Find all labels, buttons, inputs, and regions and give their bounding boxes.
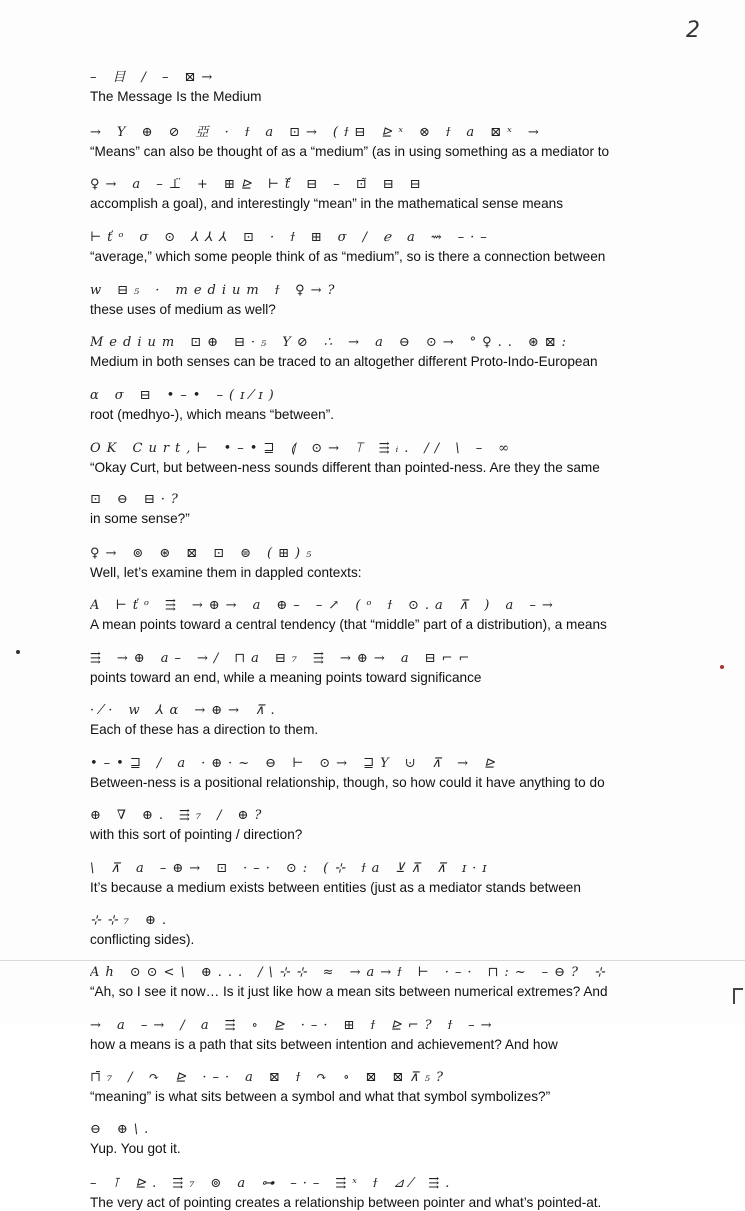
gloss-glyph: ⊜ [240, 546, 258, 561]
gloss-glyph: ↷ [316, 1070, 334, 1085]
gloss-glyph: ⊵ [273, 1018, 291, 1033]
typed-line: Well, let’s examine them in dappled contexts: [90, 565, 362, 580]
gloss-glyph: ϯ –→ [447, 1018, 498, 1033]
gloss-glyph: ⊙→ [319, 756, 354, 771]
gloss-glyph: →a→ϯ [349, 965, 408, 980]
gloss-glyph: °♀.. [469, 335, 518, 350]
gloss-glyph: ⊖ [398, 335, 416, 350]
typed-line: accomplish a goal), and interestingly “mean” in the mathematical sense means [90, 196, 563, 211]
typed-line: “Okay Curt, but between-ness sounds different than pointed-ness. Are they the same [90, 460, 600, 475]
scan-edge-line [0, 960, 745, 961]
gloss-glyph: ∇ [116, 808, 132, 823]
handwritten-gloss [90, 596, 710, 616]
gloss-glyph: ♀→? [295, 283, 341, 298]
gloss-glyph: ⊵⌐? [390, 1018, 438, 1033]
gloss-glyph: ) a –→ [484, 598, 559, 613]
typed-line: points toward an end, while a meaning points toward significance [90, 670, 482, 685]
gloss-glyph: ⊠→ [184, 70, 219, 85]
gloss-glyph: ⊹⊹₇ [90, 913, 135, 928]
handwritten-gloss [90, 490, 710, 510]
gloss-glyph: ⊡ [216, 861, 234, 876]
gloss-glyph: ϯ [370, 1018, 381, 1033]
typed-line: root (medhyo-), which means “between”. [90, 407, 335, 422]
line-pair [90, 439, 710, 476]
gloss-glyph: ⊠ [268, 1070, 286, 1085]
gloss-glyph: / a [180, 1018, 215, 1033]
gloss-glyph: ϯ a ⊠ˣ → [445, 125, 545, 140]
line-pair [90, 1016, 710, 1053]
gloss-glyph: ⊙.a [407, 598, 449, 613]
gloss-glyph: ⇝ [430, 230, 448, 245]
gloss-glyph: ⊡ · ϯ [243, 230, 301, 245]
handwritten-gloss [90, 859, 710, 879]
gloss-glyph: ∞ [498, 441, 516, 456]
handwritten-gloss [90, 68, 710, 88]
gloss-glyph: \ ⊼ [90, 861, 127, 876]
typed-line: A mean points toward a central tendency (that “middle” part of a distribution), a means [90, 617, 607, 632]
gloss-glyph: ⊕ [90, 808, 107, 823]
gloss-glyph: ⊓:~ [487, 965, 532, 980]
gloss-glyph: ⊕? [237, 808, 268, 823]
gloss-glyph: •–•⊒ [90, 756, 147, 771]
gloss-glyph: →/ [196, 651, 225, 666]
handwritten-gloss [90, 911, 710, 931]
handwritten-gloss [90, 1120, 710, 1140]
line-pair [90, 911, 710, 948]
gloss-glyph: ⊠ [365, 1070, 383, 1085]
gloss-glyph: ·–· [444, 965, 478, 980]
gloss-glyph: 亞 [195, 125, 215, 140]
gloss-glyph: (ᵒ ϯ [355, 598, 398, 613]
gloss-glyph: →⊕→ a [191, 598, 267, 613]
handwritten-gloss [90, 1016, 710, 1036]
gloss-glyph: ♀→ [90, 546, 123, 561]
gloss-glyph: → a –→ [90, 1018, 171, 1033]
gloss-glyph: ⇶ [90, 651, 107, 666]
gloss-glyph: ϯ [274, 283, 286, 298]
gloss-glyph: a– [160, 651, 187, 666]
gloss-glyph: ⇶ [164, 598, 182, 613]
line-pair [90, 228, 710, 265]
line-pair [90, 649, 710, 686]
gloss-glyph: ⟙ [355, 441, 369, 456]
gloss-glyph: ♀→ [90, 177, 123, 192]
gloss-glyph: ⊢ [417, 965, 435, 980]
gloss-glyph: ·–· [243, 861, 276, 876]
gloss-glyph: ⊡→ [289, 125, 323, 140]
line-pair [90, 754, 710, 791]
gloss-glyph: ⊕\. [116, 1122, 155, 1137]
gloss-glyph: ⊓a [234, 651, 265, 666]
gloss-glyph: ⊕. [145, 913, 173, 928]
gloss-glyph: / a [156, 756, 192, 771]
gloss-glyph: ⊿⁄ [393, 1176, 419, 1191]
page-number: 2 [686, 18, 700, 43]
gloss-glyph: ·–· [300, 1018, 334, 1033]
gloss-glyph: w [90, 283, 108, 298]
gloss-glyph: ⊠ ⊡ [186, 546, 231, 561]
corner-mark [733, 988, 743, 1004]
line-pair [90, 544, 710, 581]
gloss-glyph: ·⁄· [90, 703, 119, 718]
gloss-glyph: •–•⊒ [223, 441, 281, 456]
gloss-glyph: ⊙ [164, 230, 182, 245]
gloss-glyph: a ⊶ [237, 1176, 281, 1191]
gloss-glyph: ⊡̃ [355, 177, 373, 192]
gloss-glyph: ⊙: [285, 861, 314, 876]
gloss-glyph: •–• –(ɪ⁄ɪ) [166, 388, 280, 403]
stray-red-dot [720, 665, 724, 669]
gloss-glyph: OK Curt,⊢ [90, 441, 214, 456]
gloss-glyph: ⊢ [292, 756, 310, 771]
gloss-glyph: / – [141, 70, 175, 85]
handwritten-gloss [90, 701, 710, 721]
gloss-glyph: ⊡⊕ [190, 335, 224, 350]
gloss-glyph: ∘ [343, 1070, 356, 1085]
handwritten-gloss [90, 228, 710, 248]
gloss-glyph: ⊡ [90, 492, 107, 507]
gloss-glyph: ·–· [202, 1070, 236, 1085]
gloss-glyph: ⊟⌐⌐ [424, 651, 476, 666]
gloss-glyph: // \ – [424, 441, 489, 456]
gloss-glyph: – [90, 1176, 103, 1191]
gloss-glyph: ⊗ [418, 125, 436, 140]
gloss-glyph: (⊹ ϯa [323, 861, 386, 876]
gloss-glyph: Y⊘ [282, 335, 314, 350]
handwritten-gloss [90, 123, 710, 143]
handwritten-gloss [90, 649, 710, 669]
gloss-glyph: a [245, 1070, 259, 1085]
handwritten-gloss [90, 806, 710, 826]
typed-line: Each of these has a direction to them. [90, 722, 319, 737]
gloss-glyph: ⊟₇ [274, 651, 304, 666]
gloss-glyph: σ [139, 230, 155, 245]
typed-line: how a means is a path that sits between intention and achievement? And how [90, 1037, 558, 1052]
gloss-glyph: /\⊹⊹ [258, 965, 313, 980]
gloss-glyph: ⊻⊼ [395, 861, 427, 876]
gloss-glyph: ⅄⅄⅄ [191, 230, 234, 245]
gloss-glyph: ⊙→ [425, 335, 460, 350]
gloss-glyph: ⇶. [428, 1176, 456, 1191]
gloss-glyph: ⊖ [90, 1122, 107, 1137]
typed-line: “average,” which some people think of as “medium”, so is there a connection between [90, 249, 606, 264]
gloss-glyph: ɪ·ɪ [461, 861, 493, 876]
gloss-glyph: ⊟₅ [117, 283, 146, 298]
gloss-glyph: ⊢ťᵒ [90, 230, 130, 245]
gloss-glyph: ⊕... [200, 965, 249, 980]
gloss-glyph: Medium [90, 335, 181, 350]
handwritten-gloss [90, 544, 710, 564]
gloss-glyph: ⊛ [159, 546, 177, 561]
typed-line: “Means” can also be thought of as a “medium” (as in using something as a mediator to [90, 144, 610, 159]
line-pair [90, 490, 710, 527]
typed-line: Yup. You got it. [90, 1141, 181, 1156]
line-pair [90, 1174, 710, 1211]
gloss-glyph: ɑ [90, 388, 105, 403]
line-pair [90, 333, 710, 370]
gloss-glyph: (ϯ⊟ ⊵ˣ [332, 125, 409, 140]
gloss-glyph: ⊼ [436, 861, 452, 876]
gloss-glyph: ⊞ [343, 1018, 361, 1033]
line-pair [90, 1120, 710, 1157]
gloss-glyph: ⊕. [141, 808, 170, 823]
gloss-glyph: ⊟ [409, 177, 427, 192]
typed-line: The very act of pointing creates a relationship between pointer and what’s pointed-at. [90, 1195, 602, 1210]
gloss-glyph: ·⊕·~ [201, 756, 256, 771]
gloss-glyph: ⇶₇ [179, 808, 208, 823]
gloss-glyph: ⊟ [382, 177, 400, 192]
gloss-glyph: σ [114, 388, 130, 403]
gloss-glyph: ⊟·? [143, 492, 184, 507]
line-pair [90, 175, 710, 212]
gloss-glyph: a –⊕→ [136, 861, 207, 876]
gloss-glyph: – [90, 70, 103, 85]
line-pair [90, 596, 710, 633]
gloss-glyph: ⊟·₅ [233, 335, 273, 350]
gloss-glyph: a –⊥̈ [132, 177, 188, 192]
gloss-glyph: ⊞⊵ [223, 177, 258, 192]
handwritten-gloss [90, 963, 710, 983]
gloss-glyph: ⊠⊼₅? [392, 1070, 449, 1085]
gloss-glyph: ⊙→ [311, 441, 346, 456]
gloss-glyph: ⊍ [404, 756, 422, 771]
typed-line: Between-ness is a positional relationship, though, so how could it have anything to do [90, 775, 605, 790]
gloss-glyph: ⊺ [112, 1176, 126, 1191]
gloss-glyph: ⊛⊠: [527, 335, 573, 350]
page-content [90, 68, 710, 1211]
gloss-glyph: ⟬ [290, 441, 302, 456]
line-pair [90, 859, 710, 896]
gloss-glyph: ⇶ [224, 1018, 242, 1033]
gloss-glyph: ⇶ᵢ. [378, 441, 415, 456]
gloss-glyph: ⊟ [139, 388, 157, 403]
gloss-glyph: ⊕– –↗ [276, 598, 346, 613]
handwritten-gloss [90, 1174, 710, 1194]
handwritten-gloss [90, 1068, 710, 1088]
gloss-glyph: –⊖? [541, 965, 585, 980]
gloss-glyph: → [90, 125, 107, 140]
gloss-glyph: ⊼ [458, 598, 475, 613]
typed-line: in some sense?” [90, 511, 190, 526]
gloss-glyph: ⊓̄₇ [90, 1070, 119, 1085]
gloss-glyph: →⊕→ [194, 703, 245, 718]
line-pair [90, 701, 710, 738]
gloss-glyph: Ah [90, 965, 120, 980]
gloss-glyph: ϯ [295, 1070, 307, 1085]
typed-line: Medium in both senses can be traced to an altogether different Proto-Indo-European [90, 354, 598, 369]
handwritten-gloss [90, 333, 710, 353]
gloss-glyph: / [128, 1070, 139, 1085]
gloss-glyph: ⇶ˣ [335, 1176, 363, 1191]
gloss-glyph: ⊖ [116, 492, 134, 507]
gloss-glyph: ≈ [322, 965, 340, 980]
gloss-glyph: ⊞ [310, 230, 328, 245]
line-pair [90, 386, 710, 423]
typed-line: “meaning” is what sits between a symbol and what that symbol symbolizes?” [90, 1089, 551, 1104]
line-pair [90, 123, 710, 160]
gloss-glyph: ⅄ɑ [155, 703, 185, 718]
gloss-glyph: 目 [112, 70, 132, 85]
handwritten-gloss [90, 175, 710, 195]
gloss-glyph: → ⊵ [457, 756, 501, 771]
line-pair [90, 1068, 710, 1105]
stray-dot [16, 650, 20, 654]
gloss-glyph: (⊞)₅ [267, 546, 318, 561]
typed-line: conflicting sides). [90, 932, 195, 947]
gloss-glyph: ⇶₇ [172, 1176, 201, 1191]
gloss-glyph: ⇶ →⊕→ a [313, 651, 415, 666]
gloss-glyph: ⊖ [265, 756, 283, 771]
line-pair [90, 68, 710, 105]
typed-line: “Ah, so I see it now… Is it just like how a mean sits between numerical extremes? And [90, 984, 608, 999]
gloss-glyph: –·– [290, 1176, 326, 1191]
gloss-glyph: ⊹ [594, 965, 611, 980]
handwritten-gloss [90, 754, 710, 774]
typed-line: with this sort of pointing / direction? [90, 827, 303, 842]
gloss-glyph: ⊚ [210, 1176, 228, 1191]
gloss-glyph: →⊕ [116, 651, 151, 666]
handwritten-gloss [90, 281, 710, 301]
gloss-glyph: ⊵. [135, 1176, 163, 1191]
typed-line: these uses of medium as well? [90, 302, 276, 317]
handwritten-gloss [90, 386, 710, 406]
gloss-glyph: A ⊢ťᵒ [90, 598, 155, 613]
gloss-glyph: w [128, 703, 146, 718]
gloss-glyph: + [197, 177, 214, 192]
gloss-glyph: ⊼ [431, 756, 448, 771]
gloss-glyph: ϯ [372, 1176, 384, 1191]
gloss-glyph: ∘ [251, 1018, 264, 1033]
gloss-glyph: ⊚ [132, 546, 150, 561]
gloss-glyph: ↷ [148, 1070, 166, 1085]
gloss-glyph: σ / ℯ a [337, 230, 421, 245]
gloss-glyph: ⊢ť̈ ⊟ – [267, 177, 346, 192]
gloss-glyph: · medium [155, 283, 265, 298]
gloss-glyph: ⊼. [255, 703, 281, 718]
handwritten-gloss [90, 439, 710, 459]
gloss-glyph: Y ⊕ ⊘ [116, 125, 186, 140]
gloss-glyph: ∴ → a [323, 335, 389, 350]
gloss-glyph: –·– [457, 230, 493, 245]
line-pair [90, 281, 710, 318]
gloss-glyph: · ϯ a [224, 125, 280, 140]
gloss-glyph: ⊵ [175, 1070, 193, 1085]
line-pair [90, 806, 710, 843]
gloss-glyph: ⊒Y [363, 756, 395, 771]
typed-line: The Message Is the Medium [90, 89, 262, 104]
typed-line: It’s because a medium exists between entities (just as a mediator stands between [90, 880, 581, 895]
line-pair [90, 963, 710, 1000]
gloss-glyph: ⊙⊙<\ [129, 965, 191, 980]
gloss-glyph: / [217, 808, 228, 823]
